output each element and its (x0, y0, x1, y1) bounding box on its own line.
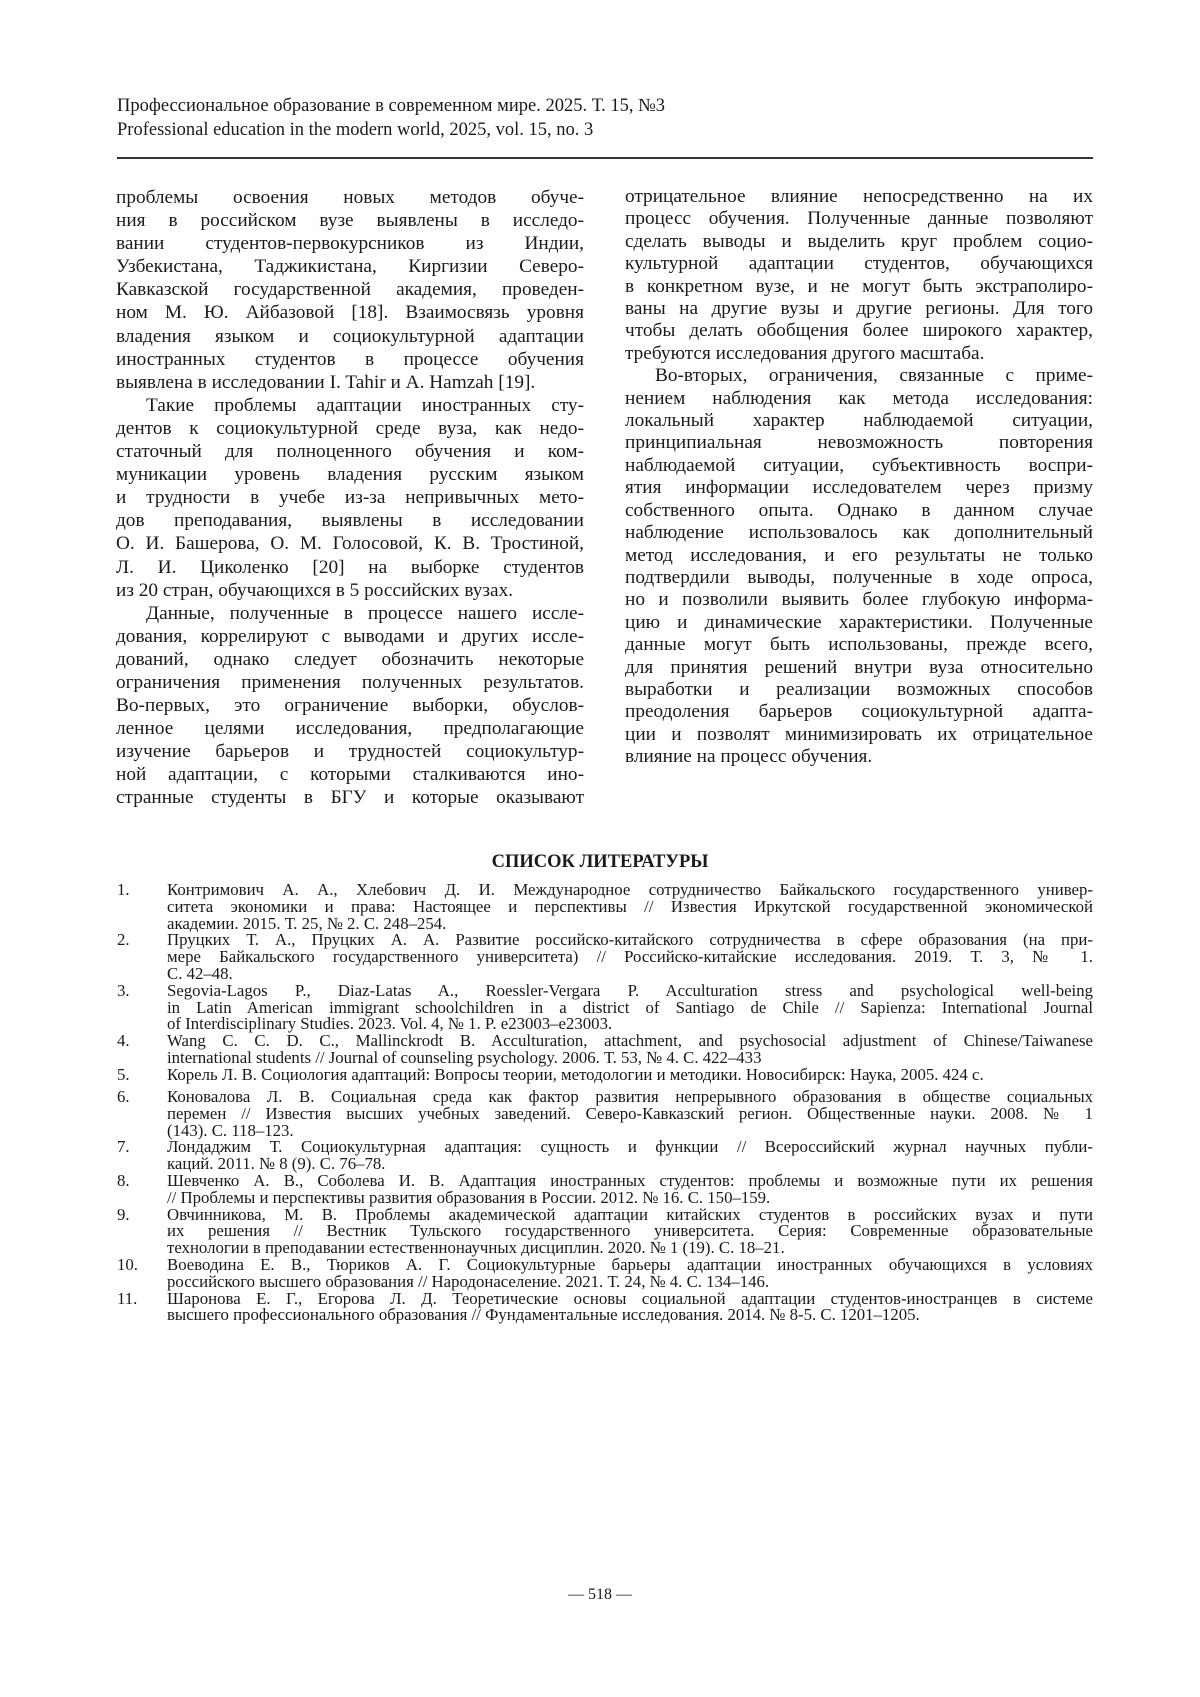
text-line: перемен // Известия высших учебных заведений. Северо-Кавказский регион. Общественные науки. 2008. № 1 (167, 1103, 1093, 1120)
text-line: Овчинникова, М. В. Проблемы академической адаптации китайских студентов в российских вузах и пути (167, 1204, 1093, 1221)
reference-number: 7. (117, 1136, 167, 1170)
text-line: иностранных студентов в процессе обучения (116, 348, 584, 371)
reference-item (117, 1030, 1093, 1064)
text-line: подтвердили выводы, полученные в ходе опроса, (625, 567, 1093, 589)
reference-number: 3. (117, 980, 167, 1030)
text-line: дов преподавания, выявлены в исследовании (116, 509, 584, 532)
text-line: ной адаптации, с которыми сталкиваются ино- (116, 763, 584, 786)
references-title: СПИСОК ЛИТЕРАТУРЫ (0, 852, 1200, 873)
text-line: но и позволили выявить более глубокую информа- (625, 589, 1093, 611)
reference-number: 6. (117, 1086, 167, 1136)
text-line: высшего профессионального образования // Фундаментальные исследования. 2014. № 8-5. С. 1201–1205. (167, 1304, 1093, 1321)
paragraph (625, 186, 1093, 365)
text-line: Контримович А. А., Хлебович Д. И. Международное сотрудничество Байкальского государственного универ- (167, 879, 1093, 896)
text-line: дентов к социокультурной среде вуза, как недо- (116, 417, 584, 440)
reference-text (167, 1136, 1093, 1170)
text-line: of Interdisciplinary Studies. 2023. Vol. 4, № 1. P. e23003–e23003. (167, 1013, 1093, 1030)
text-line: статочный для полноценного обучения и ком- (116, 440, 584, 463)
text-line: Segovia-Lagos P., Diaz-Latas A., Roessler-Vergara P. Acculturation stress and psychological well-being (167, 980, 1093, 997)
reference-item (117, 1288, 1093, 1322)
text-line: Корель Л. В. Социология адаптаций: Вопросы теории, методологии и методики. Новосибирск: Наука, 2005. 424 с. (167, 1064, 1093, 1081)
text-line: изучение барьеров и трудностей социокультур- (116, 740, 584, 763)
text-line: культурной адаптации студентов, обучающихся (625, 253, 1093, 275)
text-line: сделать выводы и выделить круг проблем социо- (625, 231, 1093, 253)
text-line: Коновалова Л. В. Социальная среда как фактор развития непрерывного образования в обществе социальных (167, 1086, 1093, 1103)
text-line: Воеводина Е. В., Тюриков А. Г. Социокультурные барьеры адаптации иностранных обучающихся в условиях (167, 1254, 1093, 1271)
text-line: в конкретном вузе, и не могут быть экстраполиро- (625, 276, 1093, 298)
paragraph (116, 186, 584, 394)
text-line: преодоления барьеров социокультурной адапта- (625, 701, 1093, 723)
text-line: академии. 2015. Т. 25, № 2. С. 248–254. (167, 913, 1093, 930)
text-line: собственного опыта. Однако в данном случае (625, 500, 1093, 522)
text-line: ваны на другие вузы и другие регионы. Для того (625, 298, 1093, 320)
reference-text (167, 1254, 1093, 1288)
text-line: цию и динамические характеристики. Полученные (625, 612, 1093, 634)
reference-text (167, 1030, 1093, 1064)
paragraph (116, 602, 584, 810)
text-line: каций. 2011. № 8 (9). С. 76–78. (167, 1153, 1093, 1170)
reference-item (117, 1170, 1093, 1204)
body-column-right (625, 186, 1093, 769)
text-line: муникации уровень владения русским языком (116, 463, 584, 486)
text-line: ятия информации исследователем через призму (625, 477, 1093, 499)
text-line: ограничения применения полученных результатов. (116, 671, 584, 694)
text-line: технологии в преподавании естественнонаучных дисциплин. 2020. № 1 (19). С. 18–21. (167, 1237, 1093, 1254)
reference-item (117, 1064, 1093, 1086)
text-line: отрицательное влияние непосредственно на их (625, 186, 1093, 208)
reference-text (167, 1086, 1093, 1136)
text-line: их решения // Вестник Тульского государственного университета. Серия: Современные образовательные (167, 1220, 1093, 1237)
header-divider (117, 157, 1093, 159)
reference-text (167, 1204, 1093, 1254)
text-line: Кавказской государственной академия, проведен- (116, 278, 584, 301)
reference-number: 4. (117, 1030, 167, 1064)
text-line: international students // Journal of counseling psychology. 2006. Т. 53, № 4. С. 422–433 (167, 1047, 1093, 1064)
text-line: процесс обучения. Полученные данные позволяют (625, 208, 1093, 230)
text-line: // Проблемы и перспективы развития образования в России. 2012. № 16. С. 150–159. (167, 1187, 1093, 1204)
reference-number: 11. (117, 1288, 167, 1322)
text-line: Лондаджим Т. Социокультурная адаптация: сущность и функции // Всероссийский журнал научных публи- (167, 1136, 1093, 1153)
text-line: влияние на процесс обучения. (625, 746, 1093, 768)
text-line: чтобы делать обобщения более широкого характер, (625, 320, 1093, 342)
text-line: данные могут быть использованы, прежде всего, (625, 634, 1093, 656)
text-line: наблюдаемой ситуации, субъективность воспри- (625, 455, 1093, 477)
text-line: (143). С. 118–123. (167, 1120, 1093, 1137)
text-line: выявлена в исследовании I. Tahir и A. Hamzah [19]. (116, 371, 584, 394)
reference-item (117, 1204, 1093, 1254)
body-column-left (116, 186, 584, 810)
text-line: С. 42–48. (167, 963, 1093, 980)
text-line: Шевченко А. В., Соболева И. В. Адаптация иностранных студентов: проблемы и возможные пути их решения (167, 1170, 1093, 1187)
text-line: Узбекистана, Таджикистана, Киргизии Северо- (116, 255, 584, 278)
text-line: наблюдение использовалось как дополнительный (625, 522, 1093, 544)
text-line: метод исследования, и его результаты не только (625, 545, 1093, 567)
text-line: in Latin American immigrant schoolchildren in a district of Santiago de Chile // Sapienza: International Journal (167, 997, 1093, 1014)
reference-text (167, 879, 1093, 929)
reference-number: 10. (117, 1254, 167, 1288)
reference-number: 8. (117, 1170, 167, 1204)
reference-text (167, 1064, 1093, 1086)
text-line: ситета экономики и права: Настоящее и перспективы // Известия Иркутской государственной экономической (167, 896, 1093, 913)
text-line: дований, однако следует обозначить некоторые (116, 648, 584, 671)
references-list (117, 879, 1093, 1321)
text-line: ленное целями исследования, предполагающие (116, 717, 584, 740)
reference-item (117, 980, 1093, 1030)
text-line: Пруцких Т. А., Пруцких А. А. Развитие российско-китайского сотрудничества в сфере образования (на при- (167, 929, 1093, 946)
text-line: О. И. Башерова, О. М. Голосовой, К. В. Тростиной, (116, 532, 584, 555)
text-line: ном М. Ю. Айбазовой [18]. Взаимосвязь уровня (116, 301, 584, 324)
text-line: Во-вторых, ограничения, связанные с приме- (625, 365, 1093, 387)
reference-item (117, 879, 1093, 929)
header-line-en: Professional education in the modern world, 2025, vol. 15, no. 3 (117, 118, 665, 142)
paragraph (625, 365, 1093, 768)
text-line: Шаронова Е. Г., Егорова Л. Д. Теоретические основы социальной адаптации студентов-иностранцев в системе (167, 1288, 1093, 1305)
reference-text (167, 1288, 1093, 1322)
reference-number: 2. (117, 929, 167, 979)
reference-number: 5. (117, 1064, 167, 1086)
paragraph (116, 394, 584, 602)
text-line: для принятия решений внутри вуза относительно (625, 657, 1093, 679)
text-line: из 20 стран, обучающихся в 5 российских вузах. (116, 579, 584, 602)
text-line: дования, коррелируют с выводами и других иссле- (116, 625, 584, 648)
reference-number: 1. (117, 879, 167, 929)
text-line: ния в российском вузе выявлены в исследо- (116, 209, 584, 232)
text-line: принципиальная невозможность повторения (625, 432, 1093, 454)
text-line: локальный характер наблюдаемой ситуации, (625, 410, 1093, 432)
text-line: проблемы освоения новых методов обуче- (116, 186, 584, 209)
text-line: и трудности в учебе из-за непривычных мето- (116, 486, 584, 509)
text-line: российского высшего образования // Народонаселение. 2021. Т. 24, № 4. С. 134–146. (167, 1271, 1093, 1288)
text-line: Такие проблемы адаптации иностранных сту- (116, 394, 584, 417)
reference-item (117, 1136, 1093, 1170)
running-header (117, 94, 665, 142)
text-line: владения языком и социокультурной адаптации (116, 325, 584, 348)
reference-number: 9. (117, 1204, 167, 1254)
text-line: выработки и реализации возможных способов (625, 679, 1093, 701)
reference-text (167, 980, 1093, 1030)
text-line: нением наблюдения как метода исследования: (625, 388, 1093, 410)
text-line: требуются исследования другого масштаба. (625, 343, 1093, 365)
text-line: мере Байкальского государственного университета) // Российско-китайские исследования. 2019. Т. 3, № 1. (167, 946, 1093, 963)
text-line: вании студентов-первокурсников из Индии, (116, 232, 584, 255)
text-line: ции и позволят минимизировать их отрицательное (625, 724, 1093, 746)
text-line: странные студенты в БГУ и которые оказывают (116, 786, 584, 809)
text-line: Во-первых, это ограничение выборки, обуслов- (116, 694, 584, 717)
header-line-ru: Профессиональное образование в современном мире. 2025. Т. 15, №3 (117, 94, 665, 118)
text-line: Данные, полученные в процессе нашего иссле- (116, 602, 584, 625)
reference-item (117, 1254, 1093, 1288)
reference-item (117, 1086, 1093, 1136)
text-line: Wang C. C. D. C., Mallinckrodt B. Acculturation, attachment, and psychosocial adjustment of Chinese/Taiwanese (167, 1030, 1093, 1047)
reference-text (167, 929, 1093, 979)
page-number: — 518 — (0, 1586, 1200, 1604)
text-line: Л. И. Циколенко [20] на выборке студентов (116, 556, 584, 579)
reference-item (117, 929, 1093, 979)
reference-text (167, 1170, 1093, 1204)
